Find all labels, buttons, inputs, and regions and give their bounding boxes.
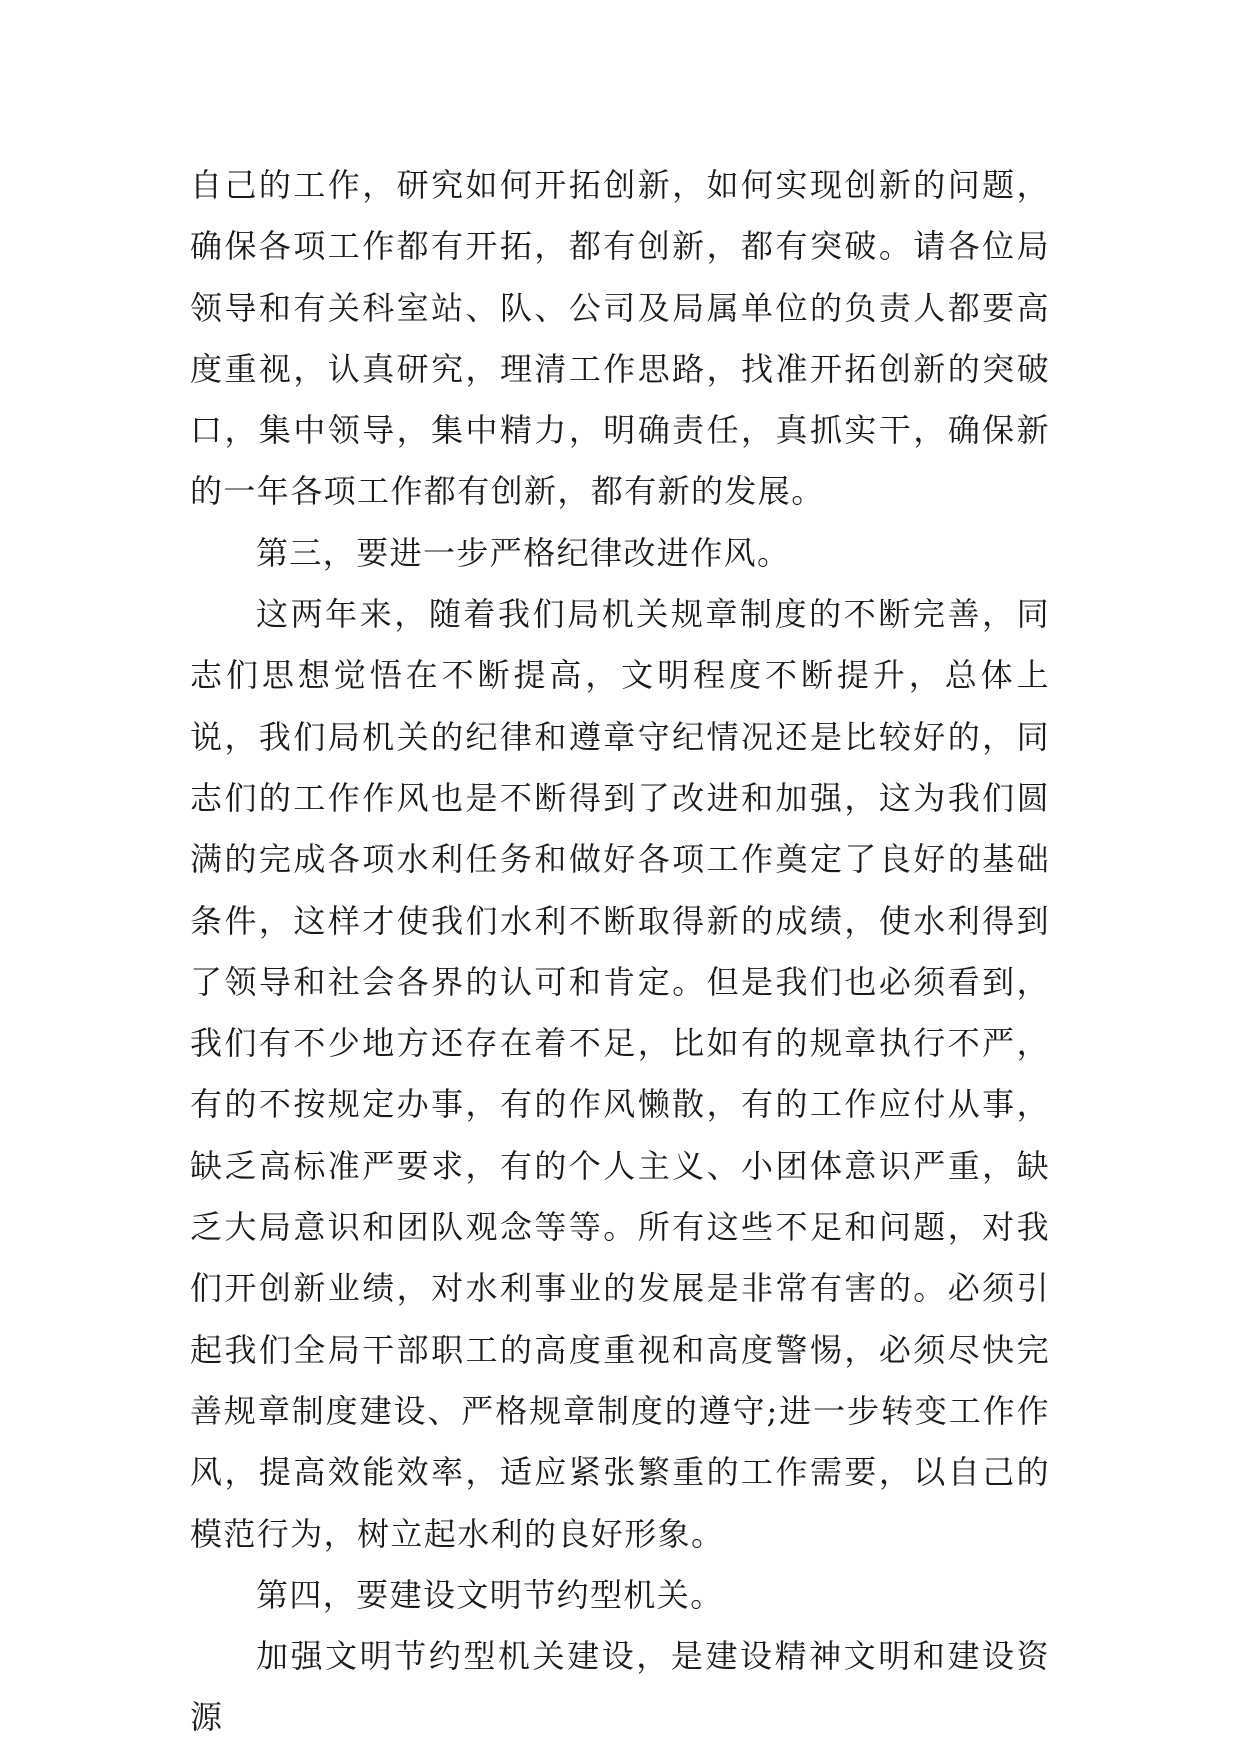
paragraph-continuation: 自己的工作，研究如何开拓创新，如何实现创新的问题，确保各项工作都有开拓，都有创新，都有突破。请各位局领导和有关科室站、队、公司及局属单位的负责人都要高度重视，认真研究，理清工作思路，找准开拓创新的突破口，集中领导，集中精力，明确责任，真抓实干，确保新的一年各项工作都有创新，都有新的发展。 (190, 166, 1050, 511)
heading-third-point: 第三，要进一步严格纪律改进作风。 (256, 533, 791, 572)
paragraph-frugal-office: 加强文明节约型机关建设，是建设精神文明和建设资源 (190, 1637, 1050, 1737)
document-body (190, 155, 1050, 1749)
heading-fourth-point: 第四，要建设文明节约型机关。 (256, 1575, 724, 1614)
paragraph-discipline: 这两年来，随着我们局机关规章制度的不断完善，同志们思想觉悟在不断提高，文明程度不断提升，总体上说，我们局机关的纪律和遵章守纪情况还是比较好的，同志们的工作作风也是不断得到了改进和加强，这为我们圆满的完成各项水利任务和做好各项工作奠定了良好的基础条件，这样才使我们水利不断取得新的成绩，使水利得到了领导和社会各界的认可和肯定。但是我们也必须看到，我们有不少地方还存在着不足，比如有的规章执行不严，有的不按规定办事，有的作风懒散，有的工作应付从事，缺乏高标准严要求，有的个人主义、小团体意识严重，缺乏大局意识和团队观念等等。所有这些不足和问题，对我们开创新业绩，对水利事业的发展是非常有害的。必须引起我们全局干部职工的高度重视和高度警惕，必须尽快完善规章制度建设、严格规章制度的遵守;进一步转变工作作风，提高效能效率，适应紧张繁重的工作需要，以自己的模范行为，树立起水利的良好形象。 (190, 595, 1050, 1553)
